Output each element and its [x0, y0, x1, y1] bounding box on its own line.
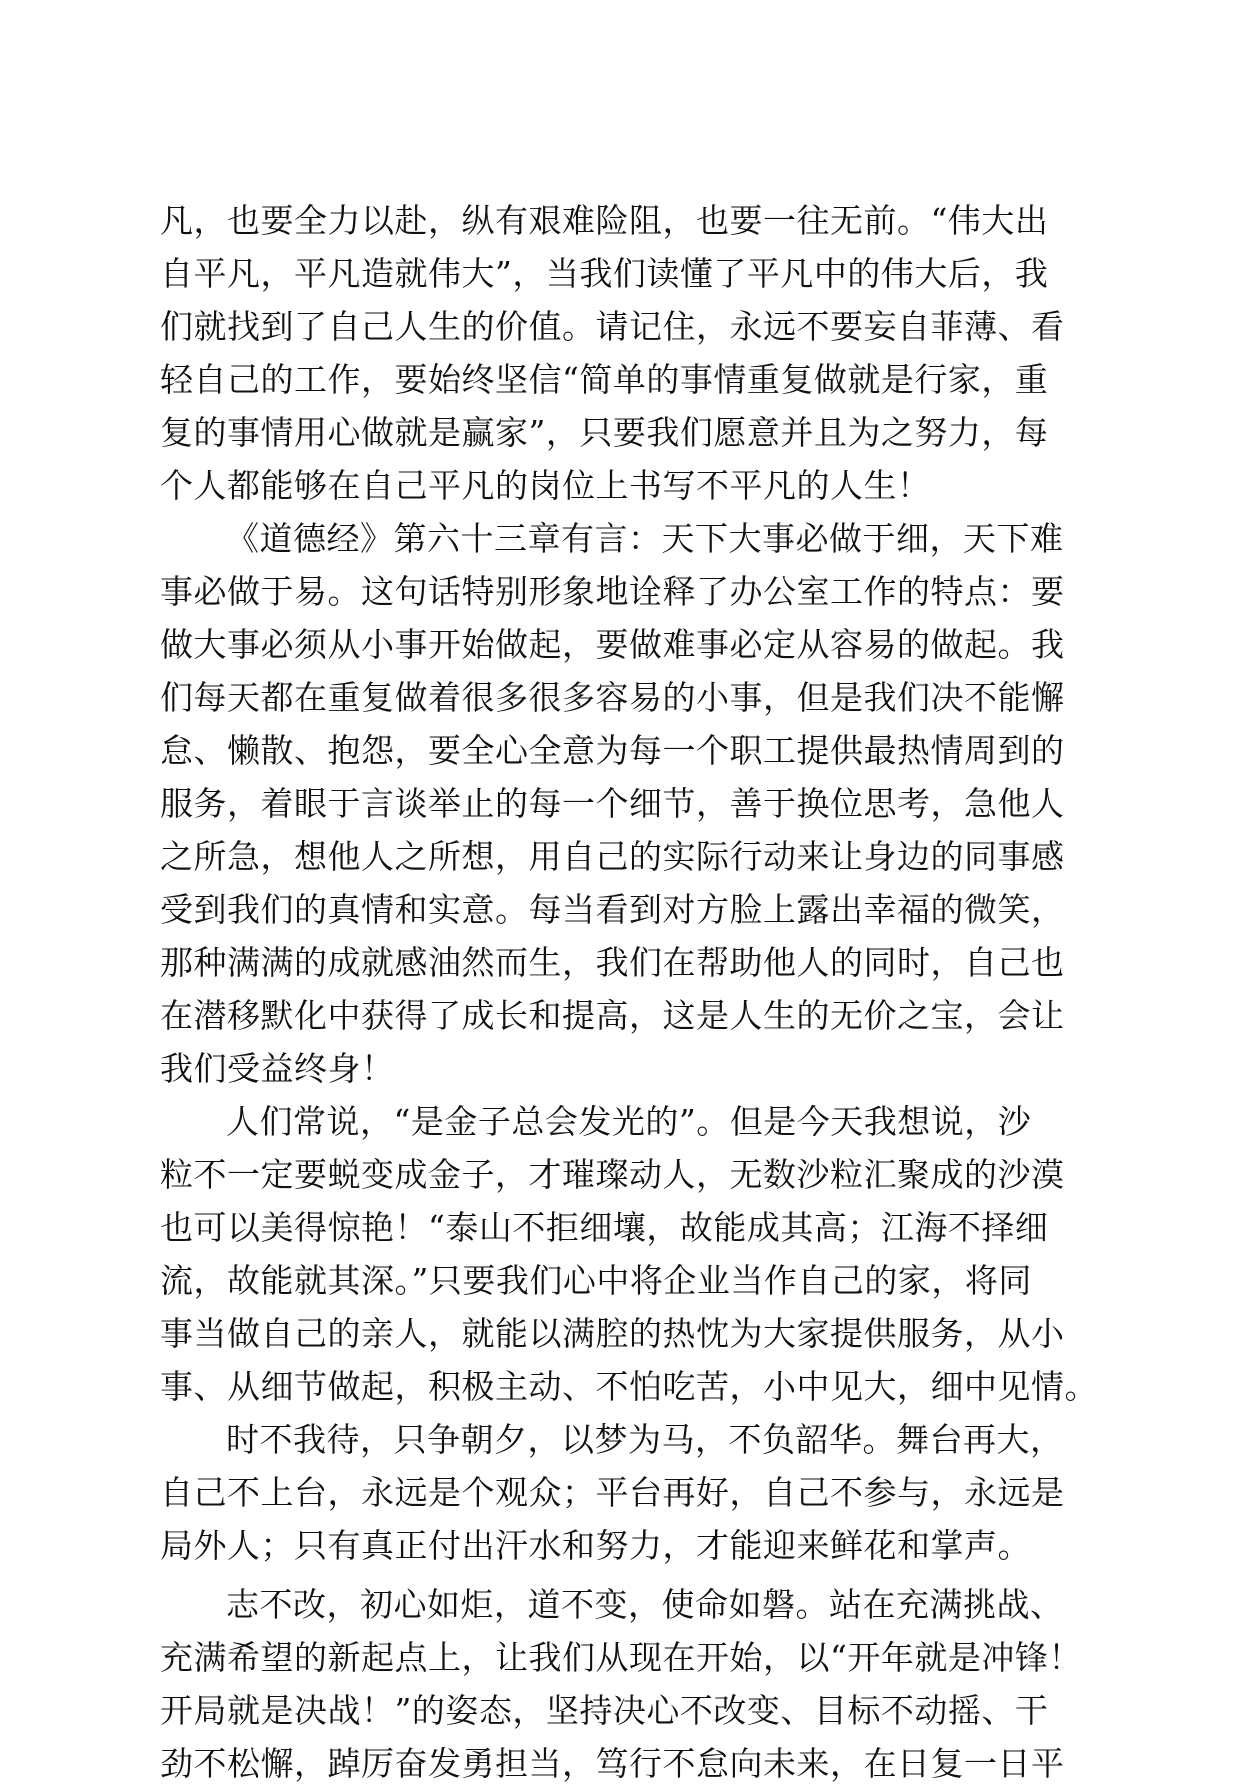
text-line: 志不改，初心如炬，道不变，使命如磐。站在充满挑战、 — [226, 1585, 1064, 1624]
text-line: 自己不上台，永远是个观众；平台再好，自己不参与，永远是 — [160, 1473, 1065, 1512]
text-line: 也可以美得惊艳！“泰山不拒细壤，故能成其高；江海不择细 — [160, 1208, 1049, 1247]
document-body — [160, 194, 1098, 1790]
text-line: 服务，着眼于言谈举止的每一个细节，善于换位思考，急他人 — [160, 784, 1065, 823]
text-line: 在潜移默化中获得了成长和提高，这是人生的无价之宝，会让 — [160, 996, 1065, 1035]
paragraph-3 — [160, 1095, 1098, 1413]
text-line: 们每天都在重复做着很多很多容易的小事，但是我们决不能懈 — [160, 678, 1065, 717]
text-line: 自平凡，平凡造就伟大”，当我们读懂了平凡中的伟大后，我 — [160, 254, 1049, 293]
text-line: 那种满满的成就感油然而生，我们在帮助他人的同时，自己也 — [160, 943, 1065, 982]
text-line: 局外人；只有真正付出汗水和努力，才能迎来鲜花和掌声。 — [160, 1526, 1031, 1565]
text-line: 们就找到了自己人生的价值。请记住，永远不要妄自菲薄、看 — [160, 307, 1065, 346]
text-line: 粒不一定要蜕变成金子，才璀璨动人，无数沙粒汇聚成的沙漠 — [160, 1155, 1065, 1194]
text-line: 《道德经》第六十三章有言：天下大事必做于细，天下难 — [226, 519, 1064, 558]
text-line: 凡，也要全力以赴，纵有艰难险阻，也要一往无前。“伟大出 — [160, 201, 1049, 240]
text-line: 之所急，想他人之所想，用自己的实际行动来让身边的同事感 — [160, 837, 1065, 876]
text-line: 充满希望的新起点上，让我们从现在开始，以“开年就是冲锋！ — [160, 1638, 1082, 1677]
text-line: 开局就是决战！”的姿态，坚持决心不改变、目标不动摇、干 — [160, 1691, 1049, 1730]
paragraph-4 — [160, 1413, 1080, 1572]
text-line: 轻自己的工作，要始终坚信“简单的事情重复做就是行家，重 — [160, 360, 1049, 399]
paragraph-1 — [160, 194, 1080, 512]
text-line: 事必做于易。这句话特别形象地诠释了办公室工作的特点：要 — [160, 572, 1065, 611]
text-line: 受到我们的真情和实意。每当看到对方脸上露出幸福的微笑， — [160, 890, 1065, 929]
text-line: 做大事必须从小事开始做起，要做难事必定从容易的做起。我 — [160, 625, 1065, 664]
paragraph-5 — [160, 1578, 1080, 1790]
text-line: 时不我待，只争朝夕，以梦为马，不负韶华。舞台再大， — [226, 1420, 1064, 1459]
text-line: 个人都能够在自己平凡的岗位上书写不平凡的人生！ — [160, 466, 931, 505]
text-line: 流，故能就其深。”只要我们心中将企业当作自己的家，将同 — [160, 1261, 1032, 1300]
text-line: 人们常说，“是金子总会发光的”。但是今天我想说，沙 — [226, 1102, 1032, 1141]
text-line: 怠、懒散、抱怨，要全心全意为每一个职工提供最热情周到的 — [160, 731, 1065, 770]
text-line: 复的事情用心做就是赢家”，只要我们愿意并且为之努力，每 — [160, 413, 1049, 452]
text-line: 事当做自己的亲人，就能以满腔的热忱为大家提供服务，从小 — [160, 1314, 1065, 1353]
text-line: 劲不松懈，踔厉奋发勇担当，笃行不怠向未来，在日复一日平 — [160, 1744, 1065, 1783]
paragraph-2 — [160, 512, 1080, 1095]
text-line: 我们受益终身！ — [160, 1049, 395, 1088]
text-line: 事、从细节做起，积极主动、不怕吃苦，小中见大，细中见情。 — [160, 1367, 1098, 1406]
